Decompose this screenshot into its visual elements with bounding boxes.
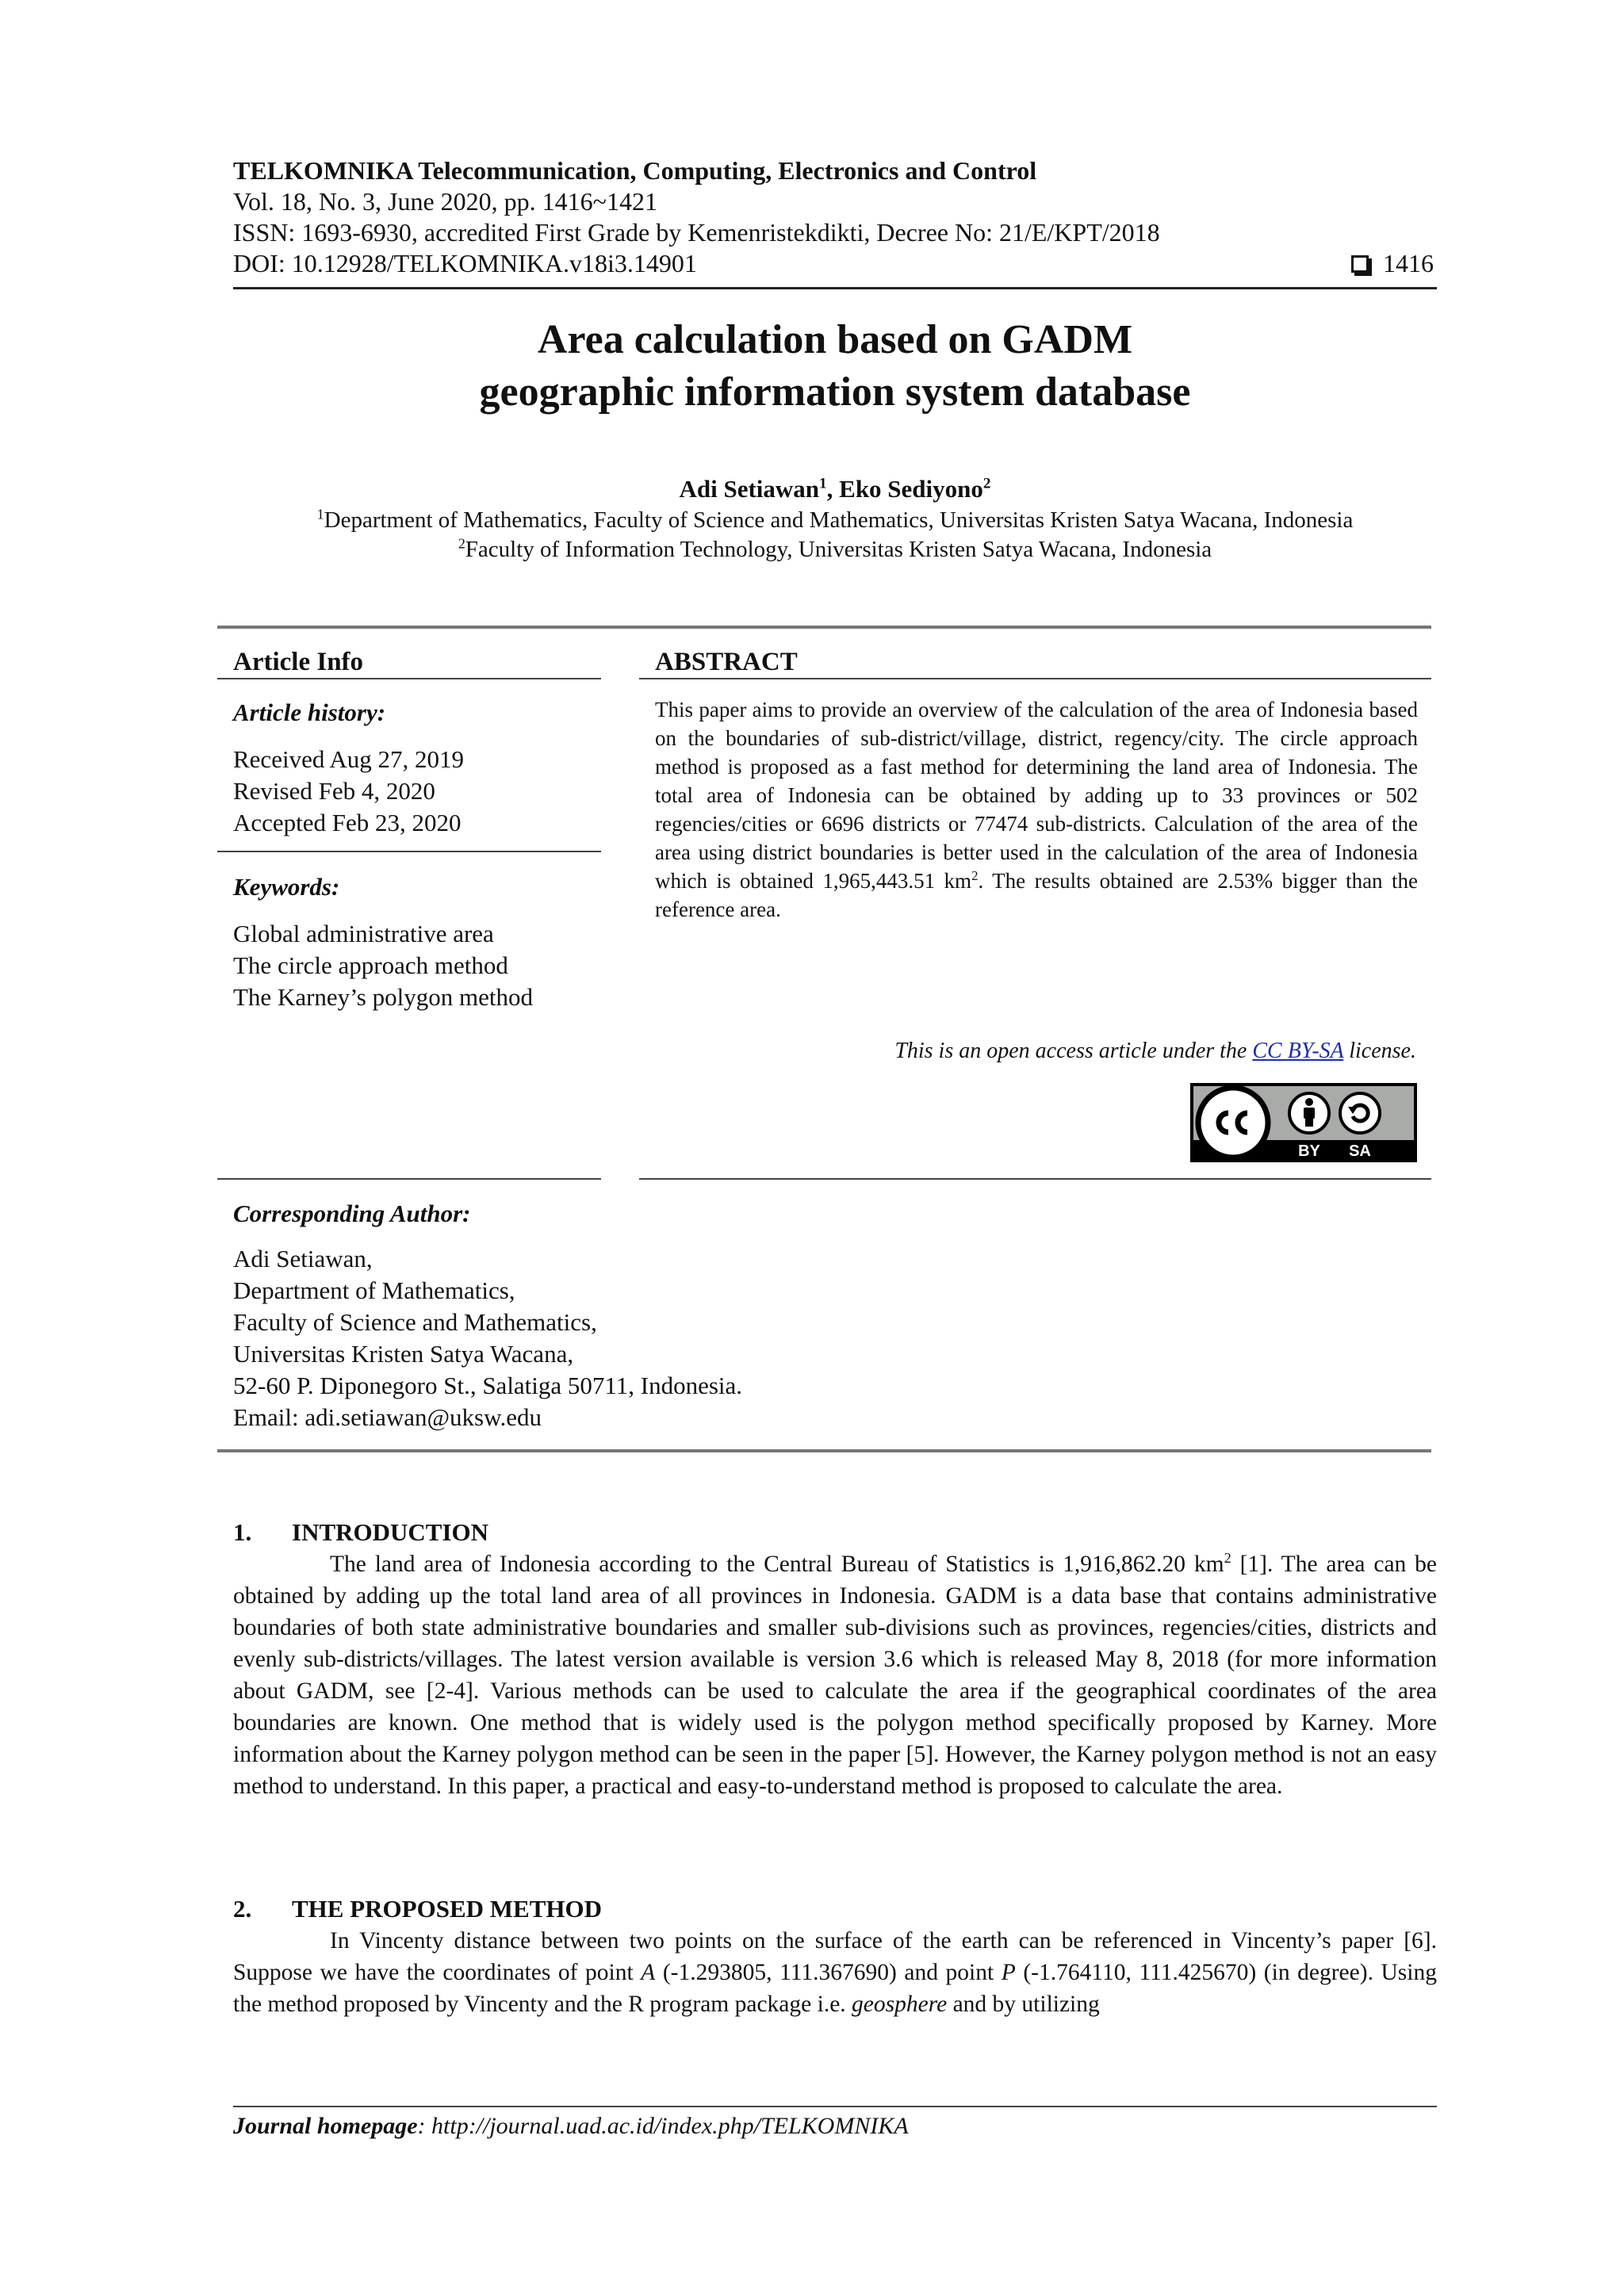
section-2-number: 2. <box>233 1895 252 1923</box>
badge-by-label: BY <box>1298 1142 1320 1160</box>
section-1-heading <box>233 1517 488 1548</box>
section-1-text-end: [1]. The area can be obtained by adding up the total land area of all provinces in Indonesia. GADM is a data base that contains administrative boundaries of both state administrative boundaries and smaller sub-divisions such as provinces, regencies/cities, districts and evenly sub-districts/villages. The latest version available is version 3.6 which is released May 8, 2018 (for more information about GADM, see [2-4]. Various methods can be used to calculate the area if the geographical coordinates of the area boundaries are known. One method that is widely used is the polygon method specifically proposed by Karney. More information about the Karney polygon method can be seen in the paper [5]. However, the Karney polygon method is not an easy method to understand. In this paper, a practical and easy-to-understand method is proposed to calculate the area. <box>233 1552 1437 1799</box>
paper-title-line2: geographic information system database <box>479 369 1191 415</box>
corr-email: Email: adi.setiawan@uksw.edu <box>233 1403 542 1431</box>
keyword-2: The circle approach method <box>233 951 508 979</box>
package-name: geosphere <box>852 1992 948 2017</box>
affiliation-2-sup: 2 <box>458 535 465 552</box>
accepted-date: Accepted Feb 23, 2020 <box>233 809 462 836</box>
info-box-bottom-rule <box>217 1449 1431 1452</box>
cc-by-sa-badge[interactable] <box>1190 1083 1417 1162</box>
corr-university: Universitas Kristen Satya Wacana, <box>233 1340 574 1368</box>
section-1-paragraph <box>233 1548 1437 1802</box>
cc-by-sa-link[interactable]: CC BY-SA <box>1252 1039 1344 1063</box>
section-2-text-1: In Vincenty distance between two points on the surface of the earth can be referenced in Vincenty’s paper [6]. Suppose we have the coordinates of point <box>233 1928 1437 1985</box>
journal-header <box>233 155 1438 279</box>
journal-issn: ISSN: 1693-6930, accredited First Grade by Kemenristekdikti, Decree No: 21/E/KPT/2018 <box>233 218 1160 247</box>
page-number <box>1351 248 1434 279</box>
author-1: Adi Setiawan <box>679 475 820 503</box>
point-p: P <box>1001 1960 1016 1985</box>
footer-rule <box>233 2106 1437 2107</box>
abstract-body: This paper aims to provide an overview of the calculation of the area of Indonesia based on the boundaries of sub-district/village, district, regency/city. The circle approach method is proposed as a fast method for determining the land area of Indonesia. The total area of Indonesia can be obtained by adding up to 33 provinces or 502 regencies/cities or 6696 districts or 77474 sub-districts. Calculation of the area of the area using district boundaries is better used in the calculation of the area of Indonesia which is obtained 1,965,443.51 km <box>655 698 1418 893</box>
license-before: This is an open access article under the <box>894 1039 1253 1063</box>
section-2-paragraph <box>233 1925 1437 2020</box>
keyword-1: Global administrative area <box>233 920 494 947</box>
journal-volume: Vol. 18, No. 3, June 2020, pp. 1416~1421 <box>233 187 657 216</box>
journal-doi: DOI: 10.12928/TELKOMNIKA.v18i3.14901 <box>233 249 697 277</box>
journal-homepage <box>233 2111 909 2141</box>
author-separator: , <box>826 475 840 503</box>
article-info-rule <box>217 678 601 679</box>
keyword-3: The Karney’s polygon method <box>233 983 533 1011</box>
page-number-text: 1416 <box>1383 249 1434 277</box>
affiliation-1 <box>233 506 1437 535</box>
footer-url[interactable]: : http://journal.uad.ac.id/index.php/TELKOMNIKA <box>417 2113 909 2139</box>
corresponding-heading: Corresponding Author: <box>233 1200 471 1227</box>
section-2-text-3: (-1.764110, 111.425670) (in degree). Using the method proposed by Vincenty and the R program package i.e. <box>233 1960 1437 2017</box>
section-2-text-4: and by utilizing <box>947 1992 1100 2017</box>
badge-sa-label: SA <box>1349 1142 1371 1160</box>
info-box-top-rule <box>217 626 1431 629</box>
header-rule <box>233 287 1437 289</box>
article-history-heading: Article history: <box>233 698 386 726</box>
footer-label: Journal homepage <box>233 2113 418 2139</box>
article-history <box>233 744 464 839</box>
history-rule <box>217 851 601 852</box>
affiliation-1-sup: 1 <box>316 506 324 522</box>
author-2: Eko Sediyono <box>839 475 983 503</box>
section-2-text-2: (-1.293805, 111.367690) and point <box>655 1960 1002 1985</box>
keywords-rule <box>217 1178 601 1180</box>
by-icon <box>1289 1093 1329 1133</box>
corr-faculty: Faculty of Science and Mathematics, <box>233 1308 597 1336</box>
keywords-list <box>233 918 533 1013</box>
corr-dept: Department of Mathematics, <box>233 1276 515 1304</box>
license-note <box>894 1037 1416 1066</box>
sa-icon <box>1340 1093 1380 1133</box>
page-square-icon <box>1351 255 1369 273</box>
affiliation-2 <box>233 535 1437 564</box>
corr-address: 52-60 P. Diponegoro St., Salatiga 50711, Indonesia. <box>233 1372 743 1399</box>
received-date: Received Aug 27, 2019 <box>233 745 465 773</box>
corresponding-author <box>233 1243 742 1433</box>
paper-title <box>233 314 1437 419</box>
journal-name: TELKOMNIKA Telecommunication, Computing, Electronics and Control <box>233 156 1037 185</box>
section-2-heading <box>233 1893 602 1925</box>
revised-date: Revised Feb 4, 2020 <box>233 777 435 805</box>
abstract-sup: 2 <box>971 868 979 883</box>
article-info-heading: Article Info <box>233 648 364 676</box>
point-a: A <box>641 1960 656 1985</box>
corr-name: Adi Setiawan, <box>233 1245 373 1272</box>
section-2-title: THE PROPOSED METHOD <box>292 1895 602 1923</box>
abstract-rule <box>639 678 1431 679</box>
author-list <box>233 474 1437 504</box>
section-1-text: The land area of Indonesia according to the Central Bureau of Statistics is 1,916,862.20 km <box>330 1552 1224 1577</box>
author-2-sup: 2 <box>982 475 991 492</box>
affiliation-1-text: Department of Mathematics, Faculty of Science and Mathematics, Universitas Kristen Satya Wacana, Indonesia <box>324 507 1354 533</box>
section-1-number: 1. <box>233 1518 252 1546</box>
abstract-text <box>655 695 1418 924</box>
abstract-heading: ABSTRACT <box>655 648 798 676</box>
abstract-body-end: . The results obtained are 2.53% bigger than the reference area. <box>655 869 1419 921</box>
cc-icon <box>1198 1088 1268 1158</box>
section-1-title: INTRODUCTION <box>292 1518 489 1546</box>
section-1-sup: 2 <box>1224 1550 1231 1567</box>
paper-title-line1: Area calculation based on GADM <box>537 317 1133 362</box>
license-after: license. <box>1343 1039 1416 1063</box>
author-1-sup: 1 <box>819 475 827 492</box>
keywords-heading: Keywords: <box>233 873 340 901</box>
abstract-bottom-rule <box>639 1178 1431 1180</box>
affiliation-2-text: Faculty of Information Technology, Universitas Kristen Satya Wacana, Indonesia <box>465 537 1212 562</box>
